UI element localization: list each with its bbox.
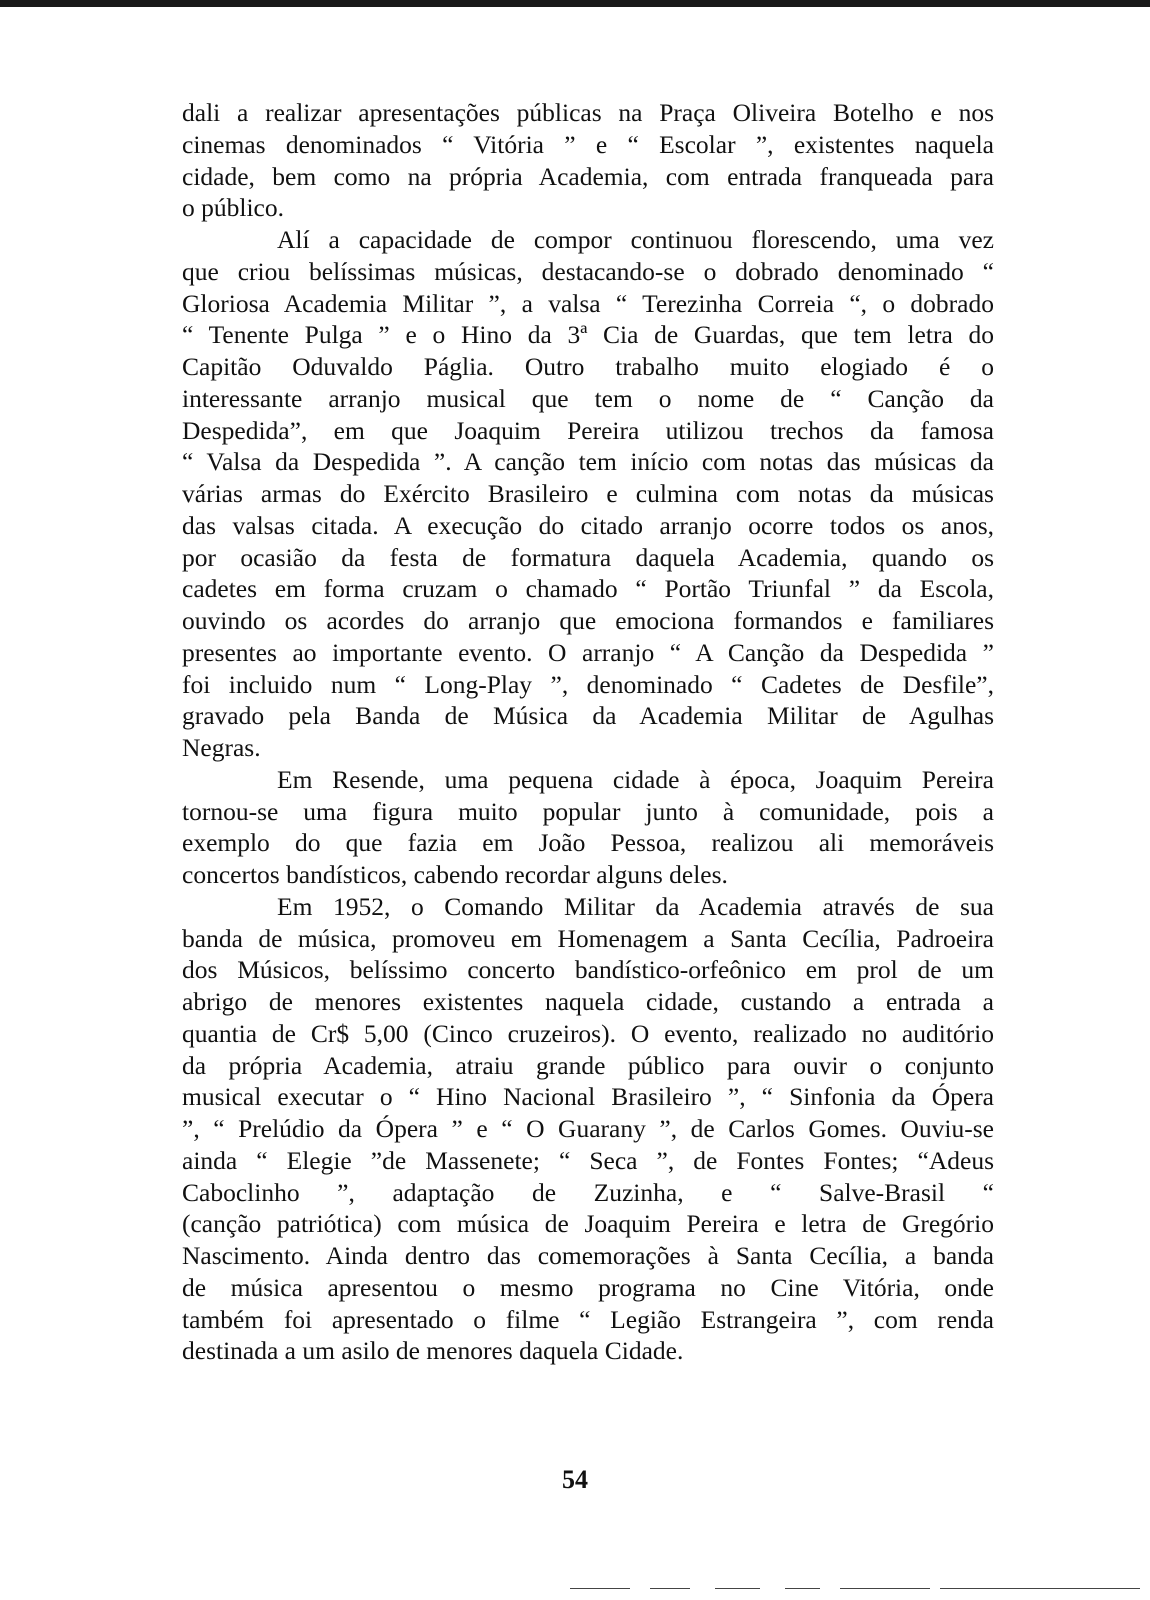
text-line: Despedida”, em que Joaquim Pereira utilizou trechos da famosa <box>182 415 994 445</box>
scan-artifact-line <box>840 1588 930 1589</box>
paragraph-first-line: Em Resende, uma pequena cidade à época, Joaquim Pereira <box>277 764 994 794</box>
text-line: destinada a um asilo de menores daquela Cidade. <box>182 1336 684 1366</box>
text-line: “ Valsa da Despedida ”. A canção tem início com notas das músicas da <box>182 447 994 477</box>
text-line: cidade, bem como na própria Academia, com entrada franqueada para <box>182 161 994 191</box>
text-line: da própria Academia, atraiu grande público para ouvir o conjunto <box>182 1050 994 1080</box>
text-line: ainda “ Elegie ”de Massenete; “ Seca ”, de Fontes Fontes; “Adeus <box>182 1145 994 1175</box>
scan-artifact-line <box>650 1588 690 1589</box>
text-line: banda de música, promoveu em Homenagem a Santa Cecília, Padroeira <box>182 923 994 953</box>
body-text <box>182 97 994 1367</box>
text-line: gravado pela Banda de Música da Academia Militar de Agulhas <box>182 701 994 731</box>
text-line: de música apresentou o mesmo programa no Cine Vitória, onde <box>182 1272 994 1302</box>
text-line: também foi apresentado o filme “ Legião Estrangeira ”, com renda <box>182 1304 994 1334</box>
text-line: cinemas denominados “ Vitória ” e “ Escolar ”, existentes naquela <box>182 129 994 159</box>
text-line: “ Tenente Pulga ” e o Hino da 3ª Cia de Guardas, que tem letra do <box>182 320 994 350</box>
top-scan-border <box>0 0 1150 7</box>
text-line: (canção patriótica) com música de Joaquim Pereira e letra de Gregório <box>182 1209 994 1239</box>
text-line: presentes ao importante evento. O arranjo “ A Canção da Despedida ” <box>182 637 994 667</box>
text-line: Gloriosa Academia Militar ”, a valsa “ Terezinha Correia “, o dobrado <box>182 288 994 318</box>
page-number: 54 <box>562 1465 588 1494</box>
text-line: dos Músicos, belíssimo concerto bandístico-orfeônico em prol de um <box>182 955 994 985</box>
text-line: Caboclinho ”, adaptação de Zuzinha, e “ Salve-Brasil “ <box>182 1177 994 1207</box>
text-line: Negras. <box>182 733 261 762</box>
text-line: várias armas do Exército Brasileiro e culmina com notas da músicas <box>182 479 994 508</box>
text-line: interessante arranjo musical que tem o nome de “ Canção da <box>182 383 994 413</box>
text-line: concertos bandísticos, cabendo recordar alguns deles. <box>182 860 728 889</box>
scan-artifact-line <box>715 1588 760 1589</box>
text-line: o público. <box>182 193 284 223</box>
scan-artifact-line <box>785 1588 820 1589</box>
text-line: que criou belíssimas músicas, destacando-se o dobrado denominado “ <box>182 256 994 286</box>
text-line: tornou-se uma figura muito popular junto à comunidade, pois a <box>182 796 994 826</box>
paragraph-first-line: Alí a capacidade de compor continuou florescendo, uma vez <box>277 225 994 254</box>
text-line: por ocasião da festa de formatura daquela Academia, quando os <box>182 542 994 572</box>
text-line: musical executar o “ Hino Nacional Brasileiro ”, “ Sinfonia da Ópera <box>182 1082 994 1112</box>
text-line: abrigo de menores existentes naquela cidade, custando a entrada a <box>182 987 994 1016</box>
text-line: cadetes em forma cruzam o chamado “ Portão Triunfal ” da Escola, <box>182 574 994 604</box>
text-line: ”, “ Prelúdio da Ópera ” e “ O Guarany ”, de Carlos Gomes. Ouviu-se <box>182 1114 994 1143</box>
text-line: das valsas citada. A execução do citado arranjo ocorre todos os anos, <box>182 510 994 540</box>
text-line: exemplo do que fazia em João Pessoa, realizou ali memoráveis <box>182 828 994 858</box>
text-line: quantia de Cr$ 5,00 (Cinco cruzeiros). O evento, realizado no auditório <box>182 1018 994 1048</box>
text-line: Capitão Oduvaldo Páglia. Outro trabalho muito elogiado é o <box>182 352 994 381</box>
text-line: Nascimento. Ainda dentro das comemorações à Santa Cecília, a banda <box>182 1241 994 1270</box>
bottom-scan-artifacts <box>560 1588 1150 1590</box>
scan-artifact-line <box>940 1588 1140 1589</box>
scan-artifact-line <box>570 1588 630 1589</box>
paragraph-first-line: Em 1952, o Comando Militar da Academia através de sua <box>277 891 994 921</box>
text-line: dali a realizar apresentações públicas na Praça Oliveira Botelho e nos <box>182 98 994 127</box>
text-line: ouvindo os acordes do arranjo que emociona formandos e familiares <box>182 606 994 635</box>
text-line: foi incluido num “ Long-Play ”, denominado “ Cadetes de Desfile”, <box>182 669 994 699</box>
